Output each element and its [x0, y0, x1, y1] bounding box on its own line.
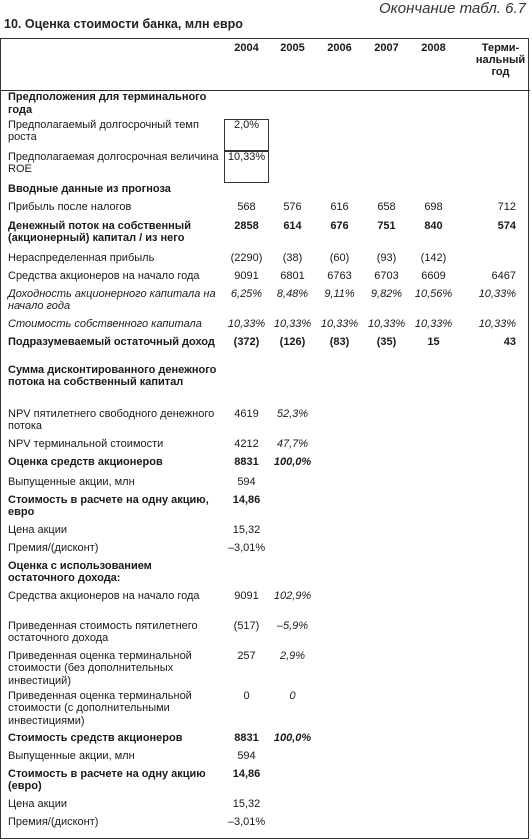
row-value: [410, 456, 457, 476]
row-value: [457, 768, 530, 798]
row-value: 47,7%: [276, 437, 309, 450]
row-value: [269, 542, 316, 560]
row-value: 2,9%: [279, 649, 306, 662]
row-value: [269, 816, 316, 834]
row-value: 751: [377, 219, 396, 232]
row-value: 4212: [234, 437, 259, 450]
row-value: [269, 151, 316, 183]
row-value: [410, 590, 457, 620]
row-value: [363, 650, 410, 690]
row-value: 698: [424, 200, 443, 213]
table-row: [0, 151, 530, 183]
row-value: 614: [283, 219, 302, 232]
table-row: [0, 408, 530, 438]
table-row: [0, 288, 530, 318]
row-value: [269, 560, 316, 590]
row-value: 8,48%: [276, 287, 309, 300]
row-value: 6467: [491, 269, 516, 282]
row-label: Прибыль после налогов: [8, 200, 132, 213]
row-value: [410, 816, 457, 834]
row-value: 0: [289, 689, 296, 702]
row-value: [410, 438, 457, 456]
row-value: 15,32: [232, 523, 261, 536]
row-value: [457, 438, 530, 456]
table-row: [0, 524, 530, 542]
row-value: [224, 91, 269, 119]
row-value: 6703: [374, 269, 399, 282]
row-value: [316, 798, 363, 816]
row-value: 568: [237, 200, 256, 213]
row-value: [363, 119, 410, 151]
row-value: [316, 650, 363, 690]
row-value: [316, 542, 363, 560]
table-header-row: [0, 38, 530, 91]
table-row: [0, 270, 530, 288]
row-value: 52,3%: [276, 407, 309, 420]
row-value: [269, 524, 316, 542]
row-label: Стоимость средств акционеров: [8, 731, 183, 744]
row-value: 2858: [234, 219, 259, 232]
row-label: Стоимость в расчете на одну акцию, евро: [8, 493, 209, 518]
row-value: (142): [420, 251, 447, 264]
row-label: Выпущенные акции, млн: [8, 475, 135, 488]
column-header: 2005: [269, 38, 316, 91]
row-label: Денежный поток на собственный (акционерный) капитал / из него: [8, 219, 191, 244]
row-value: 658: [377, 200, 396, 213]
row-label: Цена акции: [8, 797, 68, 810]
row-value: [410, 690, 457, 732]
row-value: [457, 476, 530, 494]
row-value: [410, 650, 457, 690]
row-value: (38): [282, 251, 303, 264]
row-value: –3,01%: [227, 541, 266, 554]
row-value: 257: [237, 649, 256, 662]
row-value: 9,11%: [324, 287, 355, 300]
table-row: [0, 732, 530, 750]
row-value: [269, 183, 316, 201]
row-value: 4619: [234, 407, 259, 420]
row-value: 712: [497, 200, 516, 213]
row-value: [410, 732, 457, 750]
row-value: –5,9%: [276, 619, 309, 632]
row-value: (60): [329, 251, 350, 264]
row-value: [457, 750, 530, 768]
row-value: [224, 183, 269, 201]
table-row: [0, 336, 530, 364]
table-row: [0, 318, 530, 336]
row-label: Выпущенные акции, млн: [8, 749, 135, 762]
table-row: [0, 91, 530, 119]
row-value: [457, 732, 530, 750]
row-value: (83): [329, 335, 350, 348]
row-value: [316, 438, 363, 456]
row-value: 14,86: [232, 493, 261, 506]
row-value: 100,0%: [273, 731, 312, 744]
row-value: 10,33%: [414, 317, 453, 330]
column-header: 2007: [363, 38, 410, 91]
row-value: [410, 91, 457, 119]
row-value: (35): [376, 335, 397, 348]
row-value: [457, 151, 530, 183]
row-value: [316, 119, 363, 151]
row-value: [269, 798, 316, 816]
row-label: Оценка средств акционеров: [8, 455, 163, 468]
table-row: [0, 476, 530, 494]
row-value: [363, 768, 410, 798]
row-value: 8831: [234, 455, 259, 468]
row-value: 100,0%: [273, 455, 312, 468]
row-value: [457, 650, 530, 690]
row-value: [363, 183, 410, 201]
column-header: Терми- нальный год: [457, 38, 530, 91]
row-value: [457, 364, 530, 408]
table-row: [0, 494, 530, 524]
row-value: [316, 183, 363, 201]
column-header: [0, 38, 224, 91]
bank-valuation-table: [0, 38, 530, 834]
row-value: [457, 542, 530, 560]
row-value: [316, 456, 363, 476]
row-value: 10,33%: [320, 317, 359, 330]
row-label: Предполагаемый долгосрочный темп роста: [8, 118, 199, 143]
row-label: Доходность акционерного капитала на начало года: [8, 287, 216, 312]
row-value: [457, 560, 530, 590]
row-label: Приведенная оценка терминальной стоимости (с дополнительными инвестициями): [8, 689, 192, 727]
row-label: Премия/(дисконт): [8, 815, 99, 828]
row-label: Приведенная стоимость пятилетнего остаточного дохода: [8, 619, 198, 644]
table-title: 10. Оценка стоимости банка, млн евро: [4, 17, 243, 31]
row-value: [269, 476, 316, 494]
table-row: [0, 620, 530, 650]
row-value: [363, 524, 410, 542]
row-value: 6801: [280, 269, 305, 282]
row-value: (2290): [230, 251, 263, 264]
row-value: 10,33%: [224, 151, 269, 183]
row-value: [410, 408, 457, 438]
row-value: [269, 119, 316, 151]
row-value: [316, 476, 363, 494]
row-value: [457, 494, 530, 524]
row-label: Цена акции: [8, 523, 68, 536]
row-value: [457, 183, 530, 201]
row-value: [410, 183, 457, 201]
row-value: [316, 494, 363, 524]
row-label: Премия/(дисконт): [8, 541, 99, 554]
row-value: [410, 476, 457, 494]
table-row: [0, 750, 530, 768]
row-value: [457, 91, 530, 119]
row-value: [363, 690, 410, 732]
row-value: [269, 750, 316, 768]
table-row: [0, 456, 530, 476]
row-value: [410, 750, 457, 768]
table-row: [0, 252, 530, 270]
row-value: [363, 408, 410, 438]
row-value: [363, 364, 410, 408]
row-value: [316, 91, 363, 119]
row-value: (372): [233, 335, 260, 348]
row-value: [410, 494, 457, 524]
table-row: [0, 119, 530, 151]
row-value: 8831: [234, 731, 259, 744]
row-value: [410, 524, 457, 542]
row-value: [316, 560, 363, 590]
row-value: 9,82%: [370, 287, 403, 300]
row-value: [457, 408, 530, 438]
row-value: [363, 542, 410, 560]
table-row: [0, 816, 530, 834]
row-value: 6609: [421, 269, 446, 282]
row-label: Приведенная оценка терминальной стоимости (без дополнительных инвестиций): [8, 649, 192, 687]
row-value: 10,33%: [478, 317, 516, 330]
row-label: Предположения для терминального года: [8, 91, 207, 116]
row-value: 840: [424, 219, 443, 232]
row-value: [363, 560, 410, 590]
row-value: 594: [237, 749, 256, 762]
row-value: 15: [427, 335, 440, 348]
row-value: [410, 119, 457, 151]
row-value: [410, 151, 457, 183]
row-label: Средства акционеров на начало года: [8, 589, 200, 602]
row-value: [457, 798, 530, 816]
row-value: [363, 456, 410, 476]
row-value: [316, 620, 363, 650]
row-value: 2,0%: [224, 119, 269, 151]
row-label: NPV пятилетнего свободного денежного потока: [8, 407, 215, 432]
row-value: 10,56%: [414, 287, 453, 300]
row-value: 0: [243, 689, 250, 702]
row-value: [363, 151, 410, 183]
row-value: [316, 524, 363, 542]
row-value: [457, 816, 530, 834]
row-value: –3,01%: [227, 815, 266, 828]
row-label: Стоимость собственного капитала: [8, 317, 202, 330]
column-header: 2006: [316, 38, 363, 91]
table-row: [0, 650, 530, 690]
row-value: [316, 816, 363, 834]
table-row: [0, 590, 530, 620]
table-continuation-caption: Окончание табл. 6.7: [379, 0, 526, 17]
column-header: 2004: [224, 38, 269, 91]
row-value: 6,25%: [230, 287, 263, 300]
row-value: [410, 798, 457, 816]
row-value: [363, 494, 410, 524]
row-value: [224, 364, 269, 408]
row-label: Вводные данные из прогноза: [8, 182, 171, 195]
row-value: 576: [283, 200, 302, 213]
row-value: (517): [233, 619, 260, 632]
table-row: [0, 438, 530, 456]
table-row: [0, 542, 530, 560]
row-label: Оценка с использованием остаточного дохода:: [8, 559, 152, 584]
row-value: 102,9%: [273, 589, 312, 602]
row-value: (126): [279, 335, 306, 348]
table-body: [0, 91, 530, 834]
row-value: 10,33%: [273, 317, 312, 330]
table-row: [0, 798, 530, 816]
table-row: [0, 690, 530, 732]
row-value: 9091: [234, 589, 259, 602]
row-value: 616: [330, 200, 349, 213]
row-value: [410, 364, 457, 408]
row-value: [457, 456, 530, 476]
row-value: [410, 620, 457, 650]
row-label: Стоимость в расчете на одну акцию (евро): [8, 767, 206, 792]
row-label: Подразумеваемый остаточный доход: [8, 335, 215, 348]
row-value: [410, 560, 457, 590]
column-header: 2008: [410, 38, 457, 91]
row-value: [363, 91, 410, 119]
row-value: [457, 620, 530, 650]
row-label: Предполагаемая долгосрочная величина ROE: [8, 150, 219, 175]
row-value: [316, 408, 363, 438]
table-row: [0, 364, 530, 408]
row-value: [269, 768, 316, 798]
row-value: (93): [376, 251, 397, 264]
row-value: 9091: [234, 269, 259, 282]
row-value: [316, 364, 363, 408]
row-value: [457, 524, 530, 542]
row-label: NPV терминальной стоимости: [8, 437, 164, 450]
row-value: [363, 732, 410, 750]
row-value: [363, 750, 410, 768]
row-value: [457, 252, 530, 270]
table-row: [0, 768, 530, 798]
row-value: [316, 768, 363, 798]
table-row: [0, 201, 530, 220]
row-value: 6763: [327, 269, 352, 282]
table-row: [0, 560, 530, 590]
row-value: [363, 476, 410, 494]
row-value: 14,86: [232, 767, 261, 780]
row-label: Нераспределенная прибыль: [8, 251, 155, 264]
row-value: 676: [330, 219, 349, 232]
table-row: [0, 183, 530, 201]
row-value: 10,33%: [367, 317, 406, 330]
row-value: [363, 590, 410, 620]
row-value: [316, 590, 363, 620]
row-value: 574: [497, 219, 516, 232]
row-value: [363, 816, 410, 834]
row-value: [224, 560, 269, 590]
table-row: [0, 220, 530, 252]
row-value: [363, 798, 410, 816]
row-value: 43: [503, 335, 516, 348]
row-value: [410, 542, 457, 560]
row-value: [410, 768, 457, 798]
row-value: 10,33%: [478, 287, 516, 300]
row-value: [269, 364, 316, 408]
row-value: [316, 151, 363, 183]
row-label: Средства акционеров на начало года: [8, 269, 200, 282]
row-value: 10,33%: [227, 317, 266, 330]
row-value: [457, 690, 530, 732]
row-value: 15,32: [232, 797, 261, 810]
row-value: 594: [237, 475, 256, 488]
row-value: [316, 750, 363, 768]
row-value: [363, 438, 410, 456]
row-value: [457, 119, 530, 151]
row-value: [269, 91, 316, 119]
row-value: [269, 494, 316, 524]
row-label: Сумма дисконтированного денежного потока на собственный капитал: [8, 363, 217, 388]
row-value: [363, 620, 410, 650]
row-value: [316, 732, 363, 750]
row-value: [316, 690, 363, 732]
row-value: [457, 590, 530, 620]
